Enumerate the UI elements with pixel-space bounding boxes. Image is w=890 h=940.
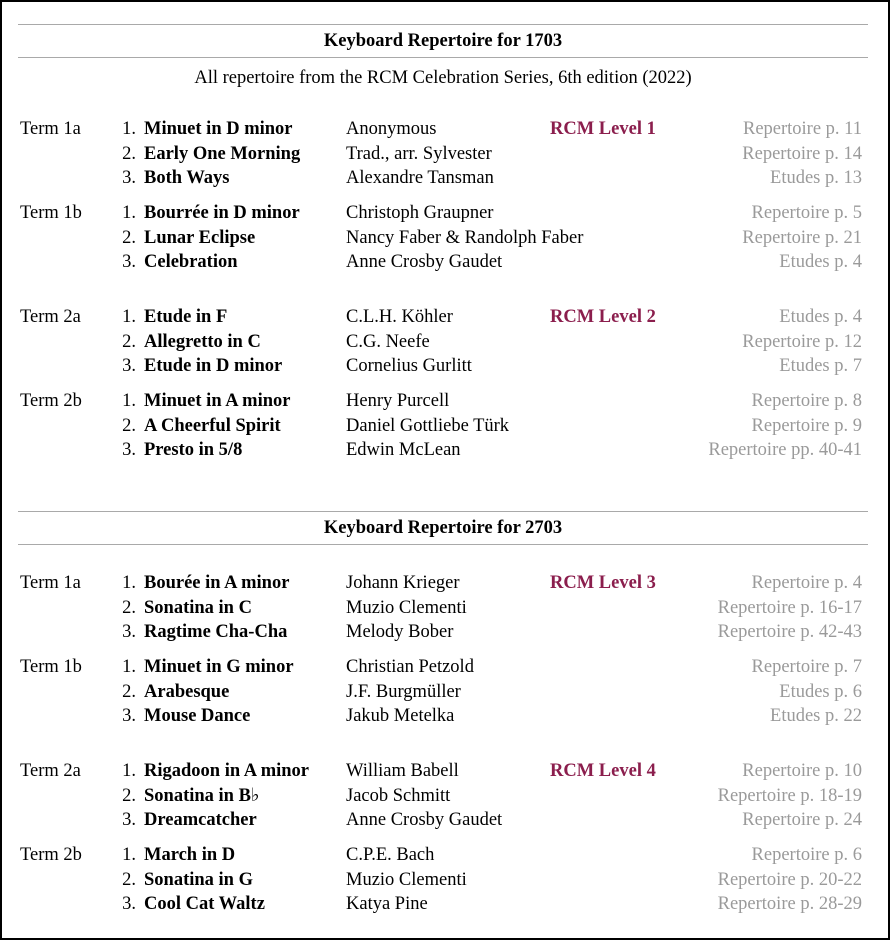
- piece-title: Etude in F: [144, 307, 228, 327]
- piece-title: Lunar Eclipse: [144, 227, 256, 248]
- repertoire-row: [20, 389, 862, 414]
- section-subtitle: All repertoire from the RCM Celebration Series, 6th edition (2022): [194, 68, 692, 88]
- source-page: Repertoire p. 11: [742, 119, 862, 139]
- piece-title: Minuet in D minor: [144, 119, 293, 139]
- piece-title: Rigadoon in A minor: [144, 761, 310, 781]
- repertoire-row: [20, 680, 862, 705]
- item-number: 2.: [122, 869, 136, 890]
- composer-name: William Babell: [346, 761, 459, 781]
- source-page: Etudes p. 6: [779, 681, 862, 702]
- composer-name: Edwin McLean: [346, 440, 461, 460]
- repertoire-row: [20, 117, 862, 142]
- term-group: [20, 201, 862, 275]
- piece-title: Dreamcatcher: [144, 810, 257, 830]
- composer-name: Johann Krieger: [346, 573, 460, 593]
- composer-name: Alexandre Tansman: [346, 168, 494, 188]
- term-label: Term 2b: [20, 845, 82, 865]
- item-number: 3.: [122, 894, 136, 914]
- piece-title: Allegretto in C: [144, 331, 261, 352]
- source-page: Repertoire p. 20-22: [717, 869, 862, 890]
- piece-title: Bourrée in D minor: [144, 203, 300, 223]
- item-number: 2.: [122, 681, 136, 702]
- source-page: Repertoire p. 16-17: [717, 597, 862, 618]
- item-number: 1.: [122, 203, 136, 223]
- composer-name: C.P.E. Bach: [346, 845, 435, 865]
- repertoire-row: [20, 655, 862, 680]
- source-page: Repertoire p. 14: [742, 143, 862, 164]
- composer-name: Christoph Graupner: [346, 203, 494, 223]
- piece-title: A Cheerful Spirit: [144, 415, 281, 436]
- item-number: 3.: [122, 252, 136, 272]
- term-label: Term 2b: [20, 391, 82, 411]
- composer-name: C.G. Neefe: [346, 331, 430, 352]
- piece-title: Both Ways: [144, 168, 230, 188]
- item-number: 2.: [122, 785, 136, 806]
- composer-name: Muzio Clementi: [346, 597, 467, 618]
- composer-name: J.F. Burgmüller: [346, 681, 461, 702]
- repertoire-row: [20, 704, 862, 729]
- repertoire-row: [20, 330, 862, 355]
- section-heading-2703: Keyboard Repertoire for 2703: [18, 511, 868, 545]
- composer-name: Katya Pine: [346, 894, 428, 914]
- source-page: Repertoire p. 42-43: [717, 622, 862, 642]
- source-page: Repertoire p. 4: [751, 573, 862, 593]
- rcm-level-label: RCM Level 1: [550, 119, 656, 139]
- repertoire-row: [20, 571, 862, 596]
- source-page: Repertoire p. 10: [742, 761, 862, 781]
- piece-title: Etude in D minor: [144, 356, 283, 376]
- repertoire-row: [20, 250, 862, 275]
- repertoire-row: [20, 759, 862, 784]
- item-number: 2.: [122, 415, 136, 436]
- item-number: 1.: [122, 573, 136, 593]
- repertoire-row: [20, 142, 862, 167]
- source-page: Repertoire p. 12: [742, 331, 862, 352]
- item-number: 1.: [122, 657, 136, 677]
- composer-name: Nancy Faber & Randolph Faber: [346, 227, 584, 248]
- piece-title: Sonatina in G: [144, 869, 253, 890]
- composer-name: Melody Bober: [346, 622, 454, 642]
- composer-name: Muzio Clementi: [346, 869, 467, 890]
- source-page: Etudes p. 7: [779, 356, 862, 376]
- repertoire-row: [20, 201, 862, 226]
- repertoire-row: [20, 868, 862, 893]
- composer-name: Cornelius Gurlitt: [346, 356, 472, 376]
- piece-title: Bourée in A minor: [144, 573, 290, 593]
- item-number: 1.: [122, 391, 136, 411]
- piece-title: Presto in 5/8: [144, 440, 243, 460]
- repertoire-row: [20, 784, 862, 809]
- source-page: Repertoire p. 24: [742, 810, 862, 830]
- repertoire-row: [20, 166, 862, 191]
- item-number: 3.: [122, 622, 136, 642]
- composer-name: Anonymous: [346, 119, 437, 139]
- item-number: 3.: [122, 440, 136, 460]
- source-page: Repertoire pp. 40-41: [708, 440, 862, 460]
- repertoire-row: [20, 892, 862, 917]
- item-number: 3.: [122, 706, 136, 726]
- composer-name: Daniel Gottliebe Türk: [346, 415, 510, 436]
- composer-name: Jacob Schmitt: [346, 785, 451, 806]
- piece-title: Minuet in A minor: [144, 391, 291, 411]
- item-number: 2.: [122, 331, 136, 352]
- source-page: Repertoire p. 6: [751, 845, 862, 865]
- rcm-level-label: RCM Level 3: [550, 573, 656, 593]
- term-label: Term 1b: [20, 657, 82, 677]
- item-number: 3.: [122, 810, 136, 830]
- item-number: 2.: [122, 597, 136, 618]
- term-group: [20, 843, 862, 917]
- piece-title: Sonatina in C: [144, 597, 252, 618]
- repertoire-row: [20, 226, 862, 251]
- composer-name: Jakub Metelka: [346, 706, 455, 726]
- repertoire-row: [20, 843, 862, 868]
- source-page: Repertoire p. 18-19: [717, 785, 862, 806]
- term-label: Term 2a: [20, 307, 81, 327]
- piece-title: March in D: [144, 845, 236, 865]
- composer-name: Anne Crosby Gaudet: [346, 810, 503, 830]
- term-group: [20, 571, 862, 645]
- source-page: Etudes p. 4: [779, 307, 862, 327]
- item-number: 2.: [122, 143, 136, 164]
- piece-title: Mouse Dance: [144, 706, 251, 726]
- term-group: [20, 655, 862, 729]
- composer-name: Anne Crosby Gaudet: [346, 252, 503, 272]
- source-page: Etudes p. 22: [770, 706, 862, 726]
- source-page: Repertoire p. 7: [751, 657, 862, 677]
- item-number: 2.: [122, 227, 136, 248]
- composer-name: Trad., arr. Sylvester: [346, 143, 492, 164]
- composer-name: Henry Purcell: [346, 391, 450, 411]
- source-page: Etudes p. 13: [770, 168, 862, 188]
- piece-title: Sonatina in B♭: [144, 785, 260, 806]
- term-label: Term 1b: [20, 203, 82, 223]
- item-number: 3.: [122, 356, 136, 376]
- repertoire-row: [20, 620, 862, 645]
- source-page: Etudes p. 4: [779, 252, 862, 272]
- piece-title: Arabesque: [144, 681, 230, 702]
- rcm-level-label: RCM Level 2: [550, 307, 656, 327]
- source-page: Repertoire p. 9: [751, 415, 862, 436]
- piece-title: Ragtime Cha-Cha: [144, 622, 288, 642]
- item-number: 1.: [122, 119, 136, 139]
- piece-title: Early One Morning: [144, 143, 301, 164]
- source-page: Repertoire p. 21: [742, 227, 862, 248]
- piece-title: Minuet in G minor: [144, 657, 294, 677]
- composer-name: C.L.H. Köhler: [346, 307, 453, 327]
- repertoire-row: [20, 438, 862, 463]
- rcm-level-label: RCM Level 4: [550, 761, 656, 781]
- repertoire-row: [20, 808, 862, 833]
- source-page: Repertoire p. 8: [751, 391, 862, 411]
- repertoire-row: [20, 414, 862, 439]
- piece-title: Cool Cat Waltz: [144, 894, 265, 914]
- term-group: [20, 389, 862, 463]
- repertoire-row: [20, 305, 862, 330]
- piece-title: Celebration: [144, 252, 238, 272]
- item-number: 1.: [122, 307, 136, 327]
- item-number: 3.: [122, 168, 136, 188]
- term-group: [20, 759, 862, 833]
- term-group: [20, 117, 862, 191]
- term-label: Term 1a: [20, 573, 81, 593]
- item-number: 1.: [122, 845, 136, 865]
- repertoire-row: [20, 596, 862, 621]
- section-heading-1703: Keyboard Repertoire for 1703: [18, 24, 868, 58]
- term-label: Term 1a: [20, 119, 81, 139]
- item-number: 1.: [122, 761, 136, 781]
- source-page: Repertoire p. 5: [751, 203, 862, 223]
- term-label: Term 2a: [20, 761, 81, 781]
- repertoire-row: [20, 354, 862, 379]
- term-group: [20, 305, 862, 379]
- composer-name: Christian Petzold: [346, 657, 474, 677]
- source-page: Repertoire p. 28-29: [717, 894, 862, 914]
